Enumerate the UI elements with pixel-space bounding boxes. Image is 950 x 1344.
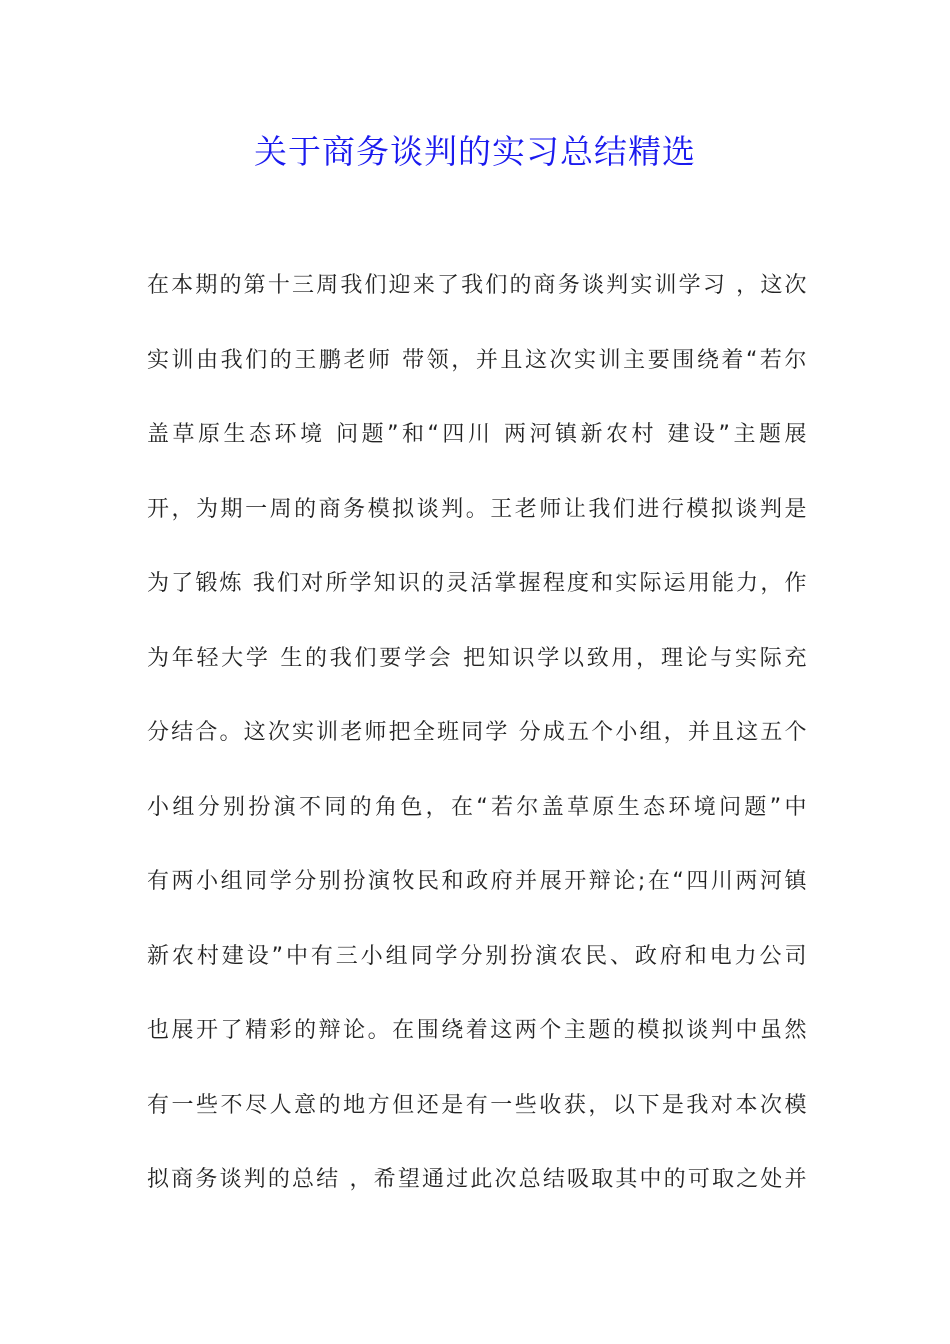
document-title: 关于商务谈判的实习总结精选 (254, 132, 696, 171)
body-line: 开，为期一周的商务模拟谈判。王老师让我们进行模拟谈判是 (147, 496, 807, 522)
body-line: 分结合。这次实训老师把全班同学 分成五个小组，并且这五个 (147, 720, 807, 745)
document-body (147, 266, 807, 1235)
body-line: 为了锻炼 我们对所学知识的灵活掌握程度和实际运用能力，作 (147, 571, 807, 596)
body-line: 实训由我们的王鹏老师 带领，并且这次实训主要围绕着“若尔 (147, 347, 807, 373)
body-line: 小组分别扮演不同的角色，在“若尔盖草原生态环境问题”中 (147, 794, 807, 820)
body-line: 盖草原生态环境 问题”和“四川 两河镇新农村 建设”主题展 (147, 422, 807, 447)
body-line: 也展开了精彩的辩论。在围绕着这两个主题的模拟谈判中虽然 (147, 1018, 807, 1043)
body-line: 拟商务谈判的总结 ，希望通过此次总结吸取其中的可取之处并 (147, 1167, 807, 1192)
body-line: 新农村建设”中有三小组同学分别扮演农民、政府和电力公司 (147, 943, 807, 969)
body-line: 有一些不尽人意的地方但还是有一些收获，以下是我对本次模 (147, 1092, 807, 1118)
body-line: 在本期的第十三周我们迎来了我们的商务谈判实训学习 ，这次 (147, 273, 807, 298)
body-line: 为年轻大学 生的我们要学会 把知识学以致用，理论与实际充 (147, 645, 807, 671)
body-line: 有两小组同学分别扮演牧民和政府并展开辩论;在“四川两河镇 (147, 869, 807, 894)
